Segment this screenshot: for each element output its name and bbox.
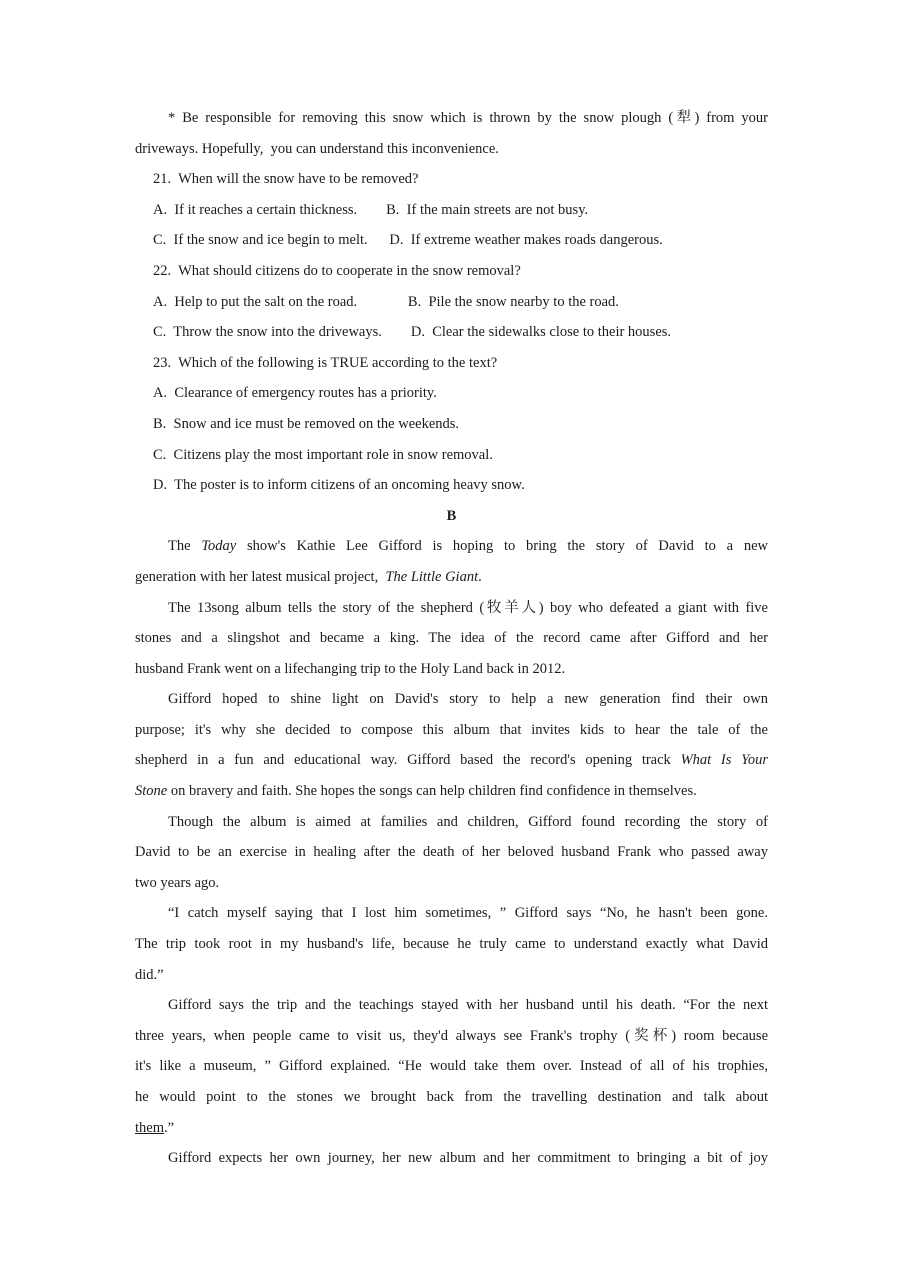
document-body: [135, 103, 768, 1174]
para6-line2: The trip took root in my husband's life, because he truly came to understand exactly what David: [135, 936, 768, 953]
para5-line3: two years ago.: [135, 874, 220, 891]
para6-line3: did.”: [135, 966, 164, 983]
section-b-header: B: [446, 507, 457, 524]
option-23-a: A. Clearance of emergency routes has a priority.: [153, 385, 437, 402]
option-23-c: C. Citizens play the most important role in snow removal.: [153, 446, 493, 463]
para4-line3: shepherd in a fun and educational way. Gifford based the record's opening track What Is Your: [135, 752, 768, 769]
para1-line2: driveways. Hopefully, you can understand this inconvenience.: [135, 140, 499, 157]
para8-line1: Gifford expects her own journey, her new album and her commitment to bringing a bit of joy: [168, 1150, 768, 1167]
para3-line1: The 13song album tells the story of the shepherd (牧羊人) boy who defeated a giant with five: [168, 599, 768, 616]
options-21-cd: C. If the snow and ice begin to melt. D. If extreme weather makes roads dangerous.: [153, 232, 663, 249]
para7-line5: them.”: [135, 1119, 175, 1136]
para2-line2: generation with her latest musical project, The Little Giant.: [135, 568, 482, 585]
para2-line1: The Today show's Kathie Lee Gifford is hoping to bring the story of David to a new: [168, 538, 768, 555]
para3-line3: husband Frank went on a lifechanging trip to the Holy Land back in 2012.: [135, 660, 566, 677]
options-22-ab: A. Help to put the salt on the road. B. Pile the snow nearby to the road.: [153, 293, 619, 310]
para1-line1: * Be responsible for removing this snow which is thrown by the snow plough (犁) from your: [168, 110, 768, 126]
para7-line2: three years, when people came to visit us, they'd always see Frank's trophy (奖杯) room because: [135, 1027, 768, 1044]
para7-line1: Gifford says the trip and the teachings stayed with her husband until his death. “For the next: [168, 997, 768, 1014]
para4-line4: Stone on bravery and faith. She hopes the songs can help children find confidence in themselves.: [135, 783, 697, 800]
option-23-d: D. The poster is to inform citizens of an oncoming heavy snow.: [153, 477, 525, 494]
para5-line2: David to be an exercise in healing after the death of her beloved husband Frank who passed away: [135, 844, 768, 861]
para4-line1: Gifford hoped to shine light on David's story to help a new generation find their own: [168, 691, 768, 708]
option-23-b: B. Snow and ice must be removed on the weekends.: [153, 415, 460, 432]
options-22-cd: C. Throw the snow into the driveways. D. Clear the sidewalks close to their houses.: [153, 324, 672, 341]
para5-line1: Though the album is aimed at families and children, Gifford found recording the story of: [168, 813, 768, 830]
para3-line2: stones and a slingshot and became a king. The idea of the record came after Gifford and her: [135, 630, 768, 647]
para6-line1: “I catch myself saying that I lost him sometimes, ” Gifford says “No, he hasn't been gone.: [168, 905, 768, 922]
question-21: 21. When will the snow have to be removed?: [153, 171, 419, 188]
options-21-ab: A. If it reaches a certain thickness. B. If the main streets are not busy.: [153, 201, 589, 218]
para7-line3: it's like a museum, ” Gifford explained. “He would take them over. Instead of all of his trophies,: [135, 1058, 768, 1075]
para7-line4: he would point to the stones we brought back from the travelling destination and talk about: [135, 1089, 768, 1105]
question-22: 22. What should citizens do to cooperate in the snow removal?: [153, 262, 521, 279]
para4-line2: purpose; it's why she decided to compose this album that invites kids to hear the tale of the: [135, 721, 768, 738]
question-23: 23. Which of the following is TRUE according to the text?: [153, 354, 498, 371]
